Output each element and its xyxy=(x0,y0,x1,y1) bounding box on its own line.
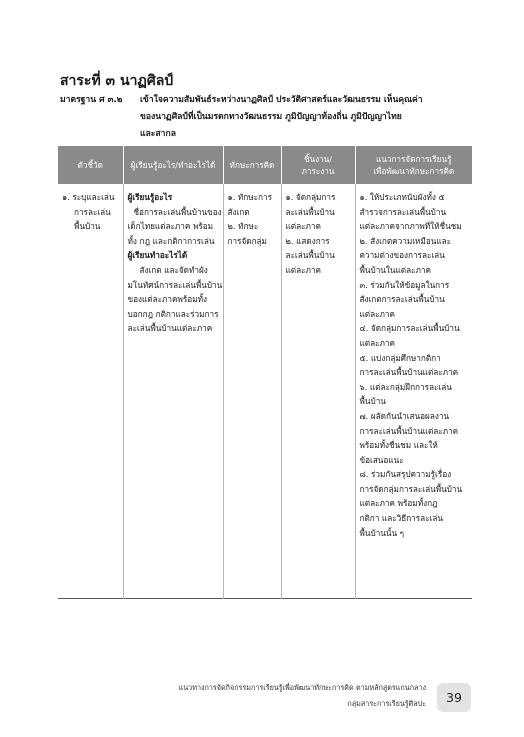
footer xyxy=(179,680,426,712)
cell-activity: ๑. ให้ประเภทนับผังทั้ง ๕ สำรวจการละเล่นพื้นบ้าน แต่ละภาคจากภาพที่ให้ชื่นชม ๒. สังเกตความเหมือนและ ความต่างของการละเล่น พื้นบ้านในแต่ละภาค ๓. ร่วมกันให้ข้อมูลในการ สังเกตการละเล่นพื้นบ้าน แต่ละภาค ๔. จัดกลุ่มการละเล่นพื้นบ้าน แต่ละภาค ๕. แบ่งกลุ่มศึกษากติกา การละเล่นพื้นบ้านแต่ละภาค ๖. แต่ละกลุ่มฝึกการละเล่น พื้นบ้าน ๗. ผลัดกันนำเสนอผลงาน การละเล่นพื้นบ้านแต่ละภาค พร้อมทั้งชื่นชม และให้ ข้อเสนอแนะ ๘. ร่วมกันสรุปความรู้เรื่อง การจัดกลุ่มการละเล่นพื้นบ้าน แต่ละภาค พร้อมทั้งกฎ กติกา และวิธีการละเล่น พื้นบ้านนั้น ๆ xyxy=(355,184,472,599)
header-work: ชิ้นงาน/ ภาระงาน xyxy=(281,146,355,184)
learn-heading: ผู้เรียนทำอะไรได้ xyxy=(127,250,188,261)
header-activity: แนวการจัดการเรียนรู้ เพื่อพัฒนาทักษะการคิด xyxy=(355,146,472,184)
standard-line: เข้าใจความสัมพันธ์ระหว่างนาฏศิลป์ ประวัติศาสตร์และวัฒนธรรม เห็นคุณค่า xyxy=(140,95,423,105)
standard-text xyxy=(140,92,470,143)
footer-subject: กลุ่มสาระการเรียนรู้ศิลปะ xyxy=(347,699,426,708)
page-title: สาระที่ ๓ นาฏศิลป์ xyxy=(60,73,174,89)
cell-skill: ๑. ทักษะการ สังเกต ๒. ทักษะ การจัดกลุ่ม xyxy=(223,184,281,599)
header-learn: ผู้เรียนรู้อะไร/ทำอะไรได้ xyxy=(123,146,223,184)
page-number: 39 xyxy=(437,683,471,712)
standard-line: และสากล xyxy=(140,129,176,139)
header-skill: ทักษะการคิด xyxy=(223,146,281,184)
learn-heading: ผู้เรียนรู้อะไร xyxy=(127,192,173,202)
cell-learn: ผู้เรียนรู้อะไร ชื่อการละเล่นพื้นบ้านของ เด็กไทยแต่ละภาค พร้อม ทั้ง กฎ และกติกาการเล่น ผู้เรียนทำอะไรได้ สังเกต และจัดทำผัง มโนทัศน์การละเล่นพื้นบ้าน ของแต่ละภาคพร้อมทั้ง บอกกฎ กติกาและร่วมการ ละเล่นพื้นบ้านแต่ละภาค xyxy=(123,184,223,599)
standard-block xyxy=(60,92,470,143)
standard-code: มาตรฐาน ศ ๓.๒ xyxy=(60,95,123,105)
header-indicator: ตัวชี้วัด xyxy=(58,146,123,184)
cell-indicator: ๑. ระบุและเล่น การละเล่น พื้นบ้าน xyxy=(62,192,115,232)
cell-work: ๑. จัดกลุ่มการ ละเล่นพื้นบ้าน แต่ละภาค ๒. แสดงการ ละเล่นพื้นบ้าน แต่ละภาค xyxy=(281,184,355,599)
table-row xyxy=(58,184,472,599)
footer-title: แนวทางการจัดกิจกรรมการเรียนรู้เพื่อพัฒนาทักษะการคิด ตามหลักสูตรแกนกลาง xyxy=(178,683,426,692)
curriculum-table xyxy=(58,146,472,599)
standard-line: ของนาฏศิลป์ที่เป็นมรดกทางวัฒนธรรม ภูมิปัญญาท้องถิ่น ภูมิปัญญาไทย xyxy=(140,112,402,122)
table-header-row xyxy=(58,146,472,184)
